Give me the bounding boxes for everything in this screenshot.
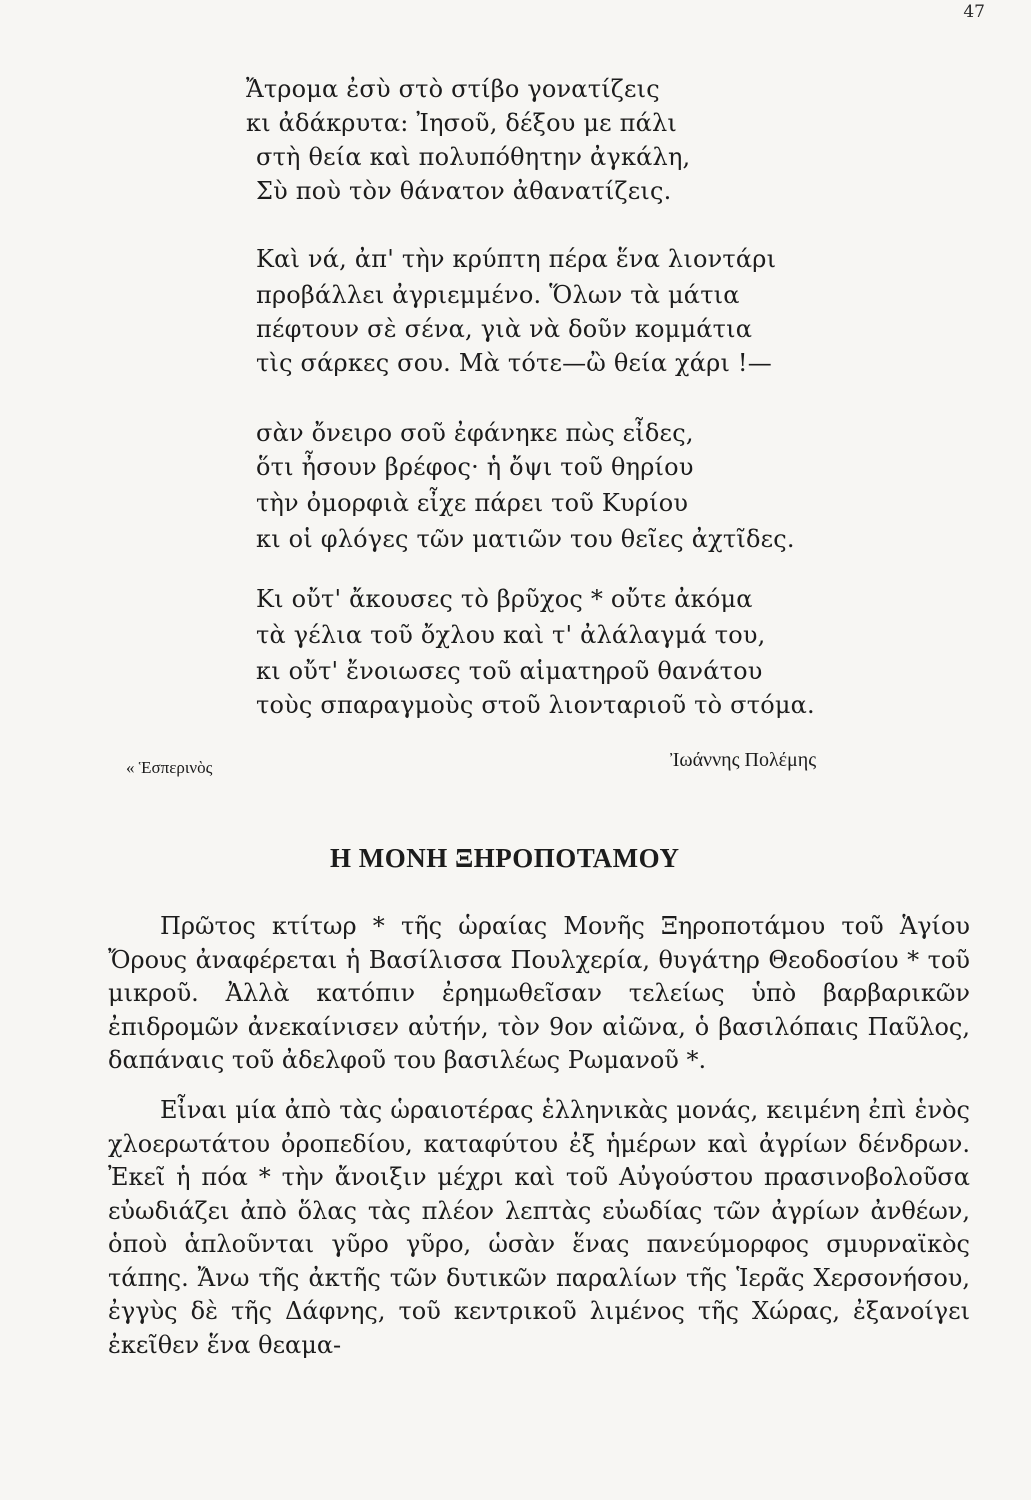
poem-line: σὰν ὄνειρο σοῦ ἐφάνηκε πὼς εἶδες, — [256, 419, 694, 447]
article-paragraph — [108, 910, 970, 1078]
poem-source: « Ἑσπερινὸς — [126, 758, 213, 777]
paragraph-text: Πρῶτος κτίτωρ * τῆς ὡραίας Μονῆς Ξηροποτάμου τοῦ Ἁγίου Ὄρους ἀναφέρεται ἡ Βασίλισσα Πουλχερία, θυγάτηρ Θεοδοσίου * τοῦ μικροῦ. Ἀλλὰ κατόπιν ἐρημωθεῖσαν τελείως ὑπὸ βαρβαρικῶν ἐπιδρομῶν ἀνεκαίνισεν αὐτήν, τὸν 9ον αἰῶνα, ὁ βασιλόπαις Παῦλος, δαπάναις τοῦ ἀδελφοῦ του βασιλέως Ρωμανοῦ *. — [108, 912, 970, 1074]
article-title: Η ΜΟΝΗ ΞΗΡΟΠΟΤΑΜΟΥ — [330, 843, 680, 873]
poem-line: Σὺ ποὺ τὸν θάνατον ἀθανατίζεις. — [256, 177, 672, 205]
poem-line: στὴ θεία καὶ πολυπόθητην ἀγκάλη, — [256, 143, 691, 171]
poem-line: προβάλλει ἀγριεμμένο. Ὅλων τὰ μάτια — [256, 281, 740, 309]
paragraph-text: Εἶναι μία ἀπὸ τὰς ὡραιοτέρας ἑλληνικὰς μονάς, κειμένη ἐπὶ ἑνὸς χλοερωτάτου ὀροπεδίου, καταφύτου ἐξ ἡμέρων καὶ ἀγρίων δένδρων. Ἐκεῖ ἡ πόα * τὴν ἄνοιξιν μέχρι καὶ τοῦ Αὐγούστου πρασινοβολοῦσα εὐωδιάζει ἀπὸ ὅλας τὰς πλέον λεπτὰς εὐωδίας τῶν ἀγρίων ἀνθέων, ὁποὺ ἁπλοῦνται γῦρο γῦρο, ὡσὰν ἕνας πανεύμορφος σμυρναϊκὸς τάπης. Ἄνω τῆς ἀκτῆς τῶν δυτικῶν παραλίων τῆς Ἱερᾶς Χερσονήσου, ἐγγὺς δὲ τῆς Δάφνης, τοῦ κεντρικοῦ λιμένος τῆς Χώρας, ἐξανοίγει ἐκεῖθεν ἕνα θεαμα- — [108, 1096, 970, 1359]
poem-line: Καὶ νά, ἀπ' τὴν κρύπτη πέρα ἕνα λιοντάρι — [256, 245, 777, 273]
poem-line: Κι οὔτ' ἄκουσες τὸ βρῦχος * οὔτε ἀκόμα — [256, 585, 753, 613]
poem-author: Ἰωάννης Πολέμης — [670, 749, 817, 771]
poem-line: κι ἀδάκρυτα: Ἰησοῦ, δέξου με πάλι — [246, 109, 677, 137]
poem-line: τὰ γέλια τοῦ ὄχλου καὶ τ' ἀλάλαγμά του, — [256, 621, 766, 649]
poem-line: κι οἱ φλόγες τῶν ματιῶν του θεῖες ἀχτῖδες. — [256, 525, 795, 553]
poem-line: πέφτουν σὲ σένα, γιὰ νὰ δοῦν κομμάτια — [256, 315, 753, 343]
poem-line: Ἄτρομα ἐσὺ στὸ στίβο γονατίζεις — [246, 75, 660, 103]
poem-line: τὴν ὀμορφιὰ εἶχε πάρει τοῦ Κυρίου — [256, 489, 689, 517]
article-paragraph — [108, 1094, 970, 1362]
page-number: 47 — [963, 2, 985, 22]
poem-line: τὶς σάρκες σου. Μὰ τότε—ὢ θεία χάρι !— — [256, 349, 772, 377]
poem-line: κι οὔτ' ἔνοιωσες τοῦ αἱματηροῦ θανάτου — [256, 657, 763, 685]
poem-line: ὅτι ἦσουν βρέφος· ἡ ὄψι τοῦ θηρίου — [256, 453, 694, 481]
poem-line: τοὺς σπαραγμοὺς στοῦ λιονταριοῦ τὸ στόμα. — [256, 691, 815, 719]
